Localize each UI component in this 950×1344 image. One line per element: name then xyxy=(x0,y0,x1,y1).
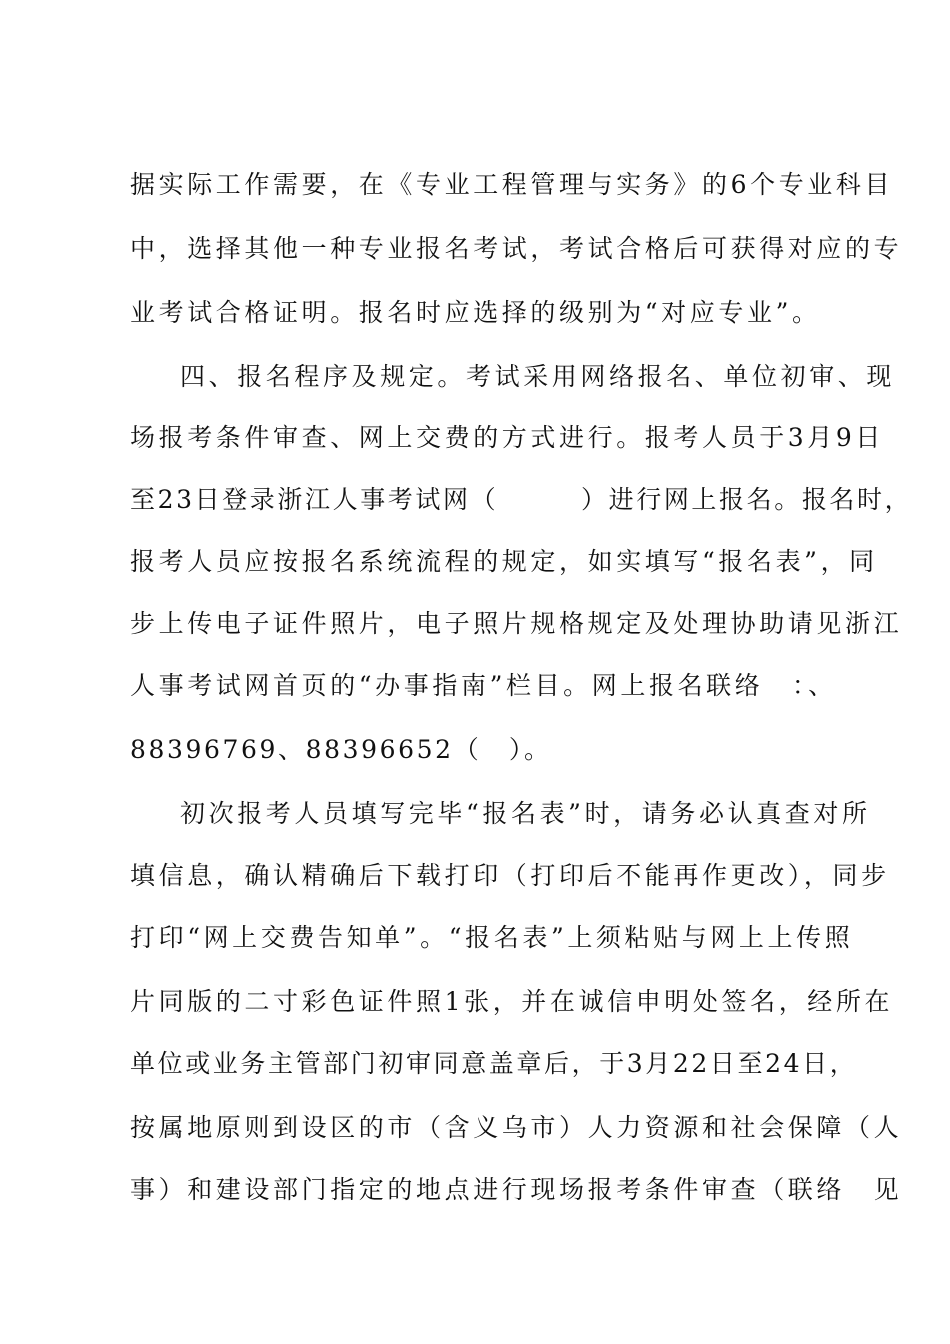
paragraph-5-line-3: 打印“网上交费告知单”。“报名表”上须粘贴与网上上传照 xyxy=(130,923,854,952)
paragraph-5-line-5: 单位或业务主管部门初审同意盖章后，于3月22日至24日， xyxy=(130,1049,858,1078)
paragraph-5-line-1: 初次报考人员填写完毕“报名表”时，请务必认真查对所 xyxy=(180,799,871,828)
paragraph-4-line-7: 88396769、88396652（ ）。 xyxy=(130,735,552,764)
paragraph-5-line-7: 事）和建设部门指定的地点进行现场报考条件审查（联络 见 xyxy=(130,1175,903,1204)
paragraph-4-line-2: 场报考条件审查、网上交费的方式进行。报考人员于3月9日 xyxy=(130,423,885,452)
paragraph-4-line-4: 报考人员应按报名系统流程的规定，如实填写“报名表”，同 xyxy=(130,547,878,576)
paragraph-4-line-3: 至23日登录浙江人事考试网（ ）进行网上报名。报名时， xyxy=(130,485,913,514)
paragraph-4-line-6: 人事考试网首页的“办事指南”栏目。网上报名联络 ：、 xyxy=(130,671,837,700)
text-line-2: 中，选择其他一种专业报名考试，考试合格后可获得对应的专 xyxy=(130,234,903,263)
text-line-1: 据实际工作需要，在《专业工程管理与实务》的6个专业科目 xyxy=(130,170,894,199)
paragraph-4-line-1: 四、报名程序及规定。考试采用网络报名、单位初审、现 xyxy=(180,362,896,391)
text-line-3: 业考试合格证明。报名时应选择的级别为“对应专业”。 xyxy=(130,298,821,327)
paragraph-4-line-5: 步上传电子证件照片，电子照片规格规定及处理协助请见浙江 xyxy=(130,609,903,638)
paragraph-5-line-2: 填信息，确认精确后下载打印（打印后不能再作更改），同步 xyxy=(130,861,890,890)
paragraph-5-line-4: 片同版的二寸彩色证件照1张，并在诚信申明处签名，经所在 xyxy=(130,987,894,1016)
paragraph-5-line-6: 按属地原则到设区的市（含义乌市）人力资源和社会保障（人 xyxy=(130,1113,903,1142)
